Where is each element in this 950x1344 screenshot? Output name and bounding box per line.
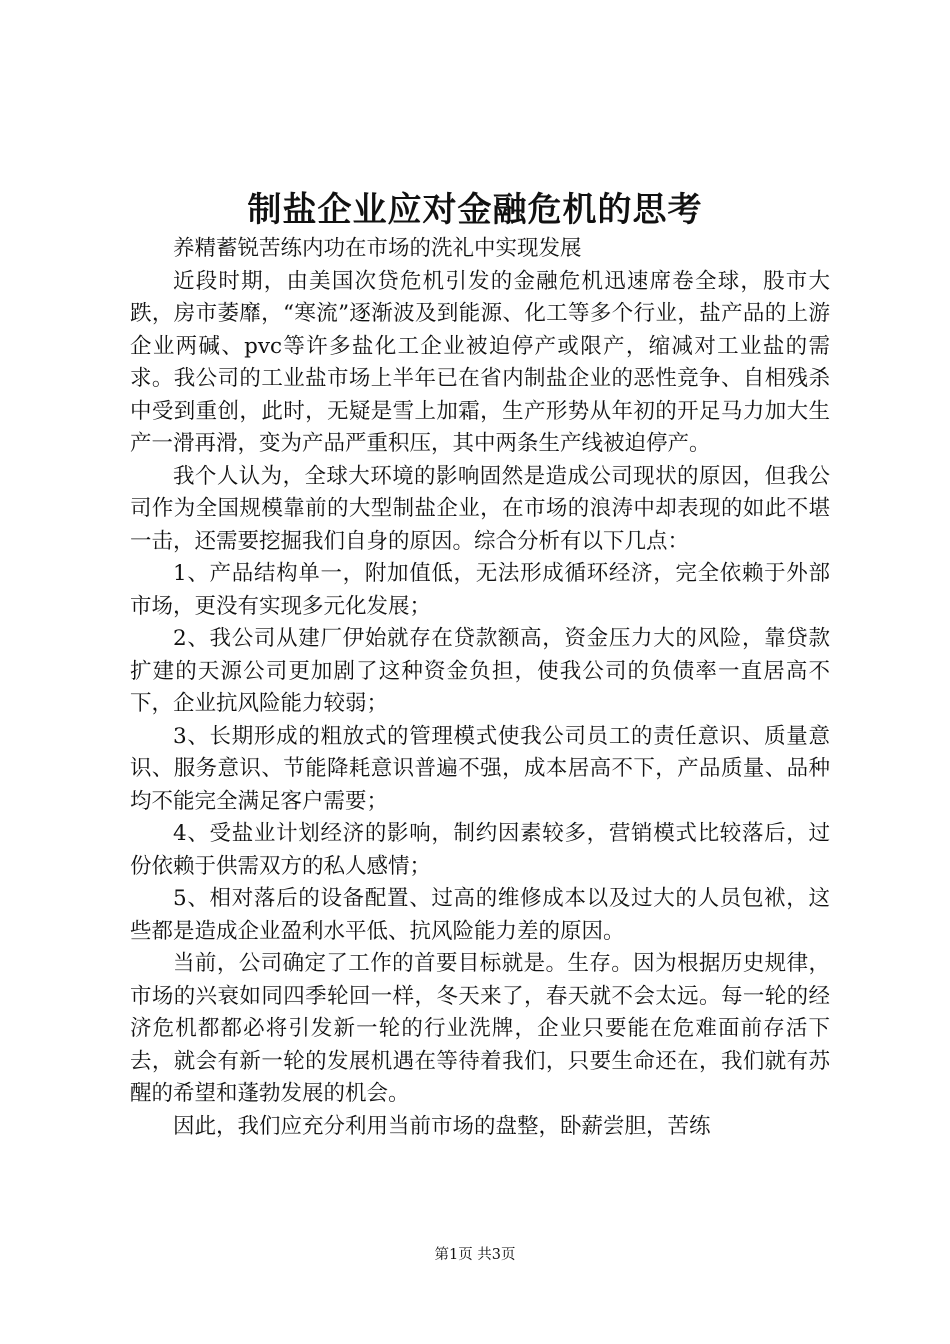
page-footer: 第1页 共3页	[434, 1247, 516, 1263]
list-item-1: 1、产品结构单一，附加值低，无法形成循环经济，完全依赖于外部市场，更没有实现多元化发展；	[130, 561, 830, 619]
paragraph-current: 当前，公司确定了工作的首要目标就是。生存。因为根据历史规律，市场的兴衰如同四季轮回一样，冬天来了，春天就不会太远。每一轮的经济危机都都必将引发新一轮的行业洗牌，企业只要能在危难面前存活下去，就会有新一轮的发展机遇在等待着我们，只要生命还在，我们就有苏醒的希望和蓬勃发展的机会。	[130, 951, 830, 1106]
list-item-2: 2、我公司从建厂伊始就存在贷款额高，资金压力大的风险，靠贷款扩建的天源公司更加剧了这种资金负担，使我公司的负债率一直居高不下，企业抗风险能力较弱；	[130, 626, 830, 716]
paragraph-analysis: 我个人认为，全球大环境的影响固然是造成公司现状的原因，但我公司作为全国规模靠前的大型制盐企业，在市场的浪涛中却表现的如此不堪一击，还需要挖掘我们自身的原因。综合分析有以下几点：	[130, 463, 830, 554]
document-body	[130, 233, 830, 1143]
document-title: 制盐企业应对金融危机的思考	[247, 190, 703, 230]
list-item-5: 5、相对落后的设备配置、过高的维修成本以及过大的人员包袱，这些都是造成企业盈利水平低、抗风险能力差的原因。	[130, 886, 830, 944]
document-subtitle: 养精蓄锐苦练内功在市场的洗礼中实现发展	[173, 236, 582, 261]
paragraph-intro: 近段时期，由美国次贷危机引发的金融危机迅速席卷全球，股市大跌，房市萎靡，“寒流”逐渐波及到能源、化工等多个行业，盐产品的上游企业两碱、pvc等许多盐化工企业被迫停产或限产，缩减对工业盐的需求。我公司的工业盐市场上半年已在省内制盐企业的恶性竞争、自相残杀中受到重创，此时，无疑是雪上加霜，生产形势从年初的开足马力加大生产一滑再滑，变为产品严重积压，其中两条生产线被迫停产。	[130, 268, 830, 456]
paragraph-therefore: 因此，我们应充分利用当前市场的盘整，卧薪尝胆，苦练	[173, 1113, 711, 1139]
list-item-4: 4、受盐业计划经济的影响，制约因素较多，营销模式比较落后，过份依赖于供需双方的私人感情；	[130, 821, 830, 879]
list-item-3: 3、长期形成的粗放式的管理模式使我公司员工的责任意识、质量意识、服务意识、节能降耗意识普遍不强，成本居高不下，产品质量、品种均不能完全满足客户需要；	[130, 723, 830, 814]
